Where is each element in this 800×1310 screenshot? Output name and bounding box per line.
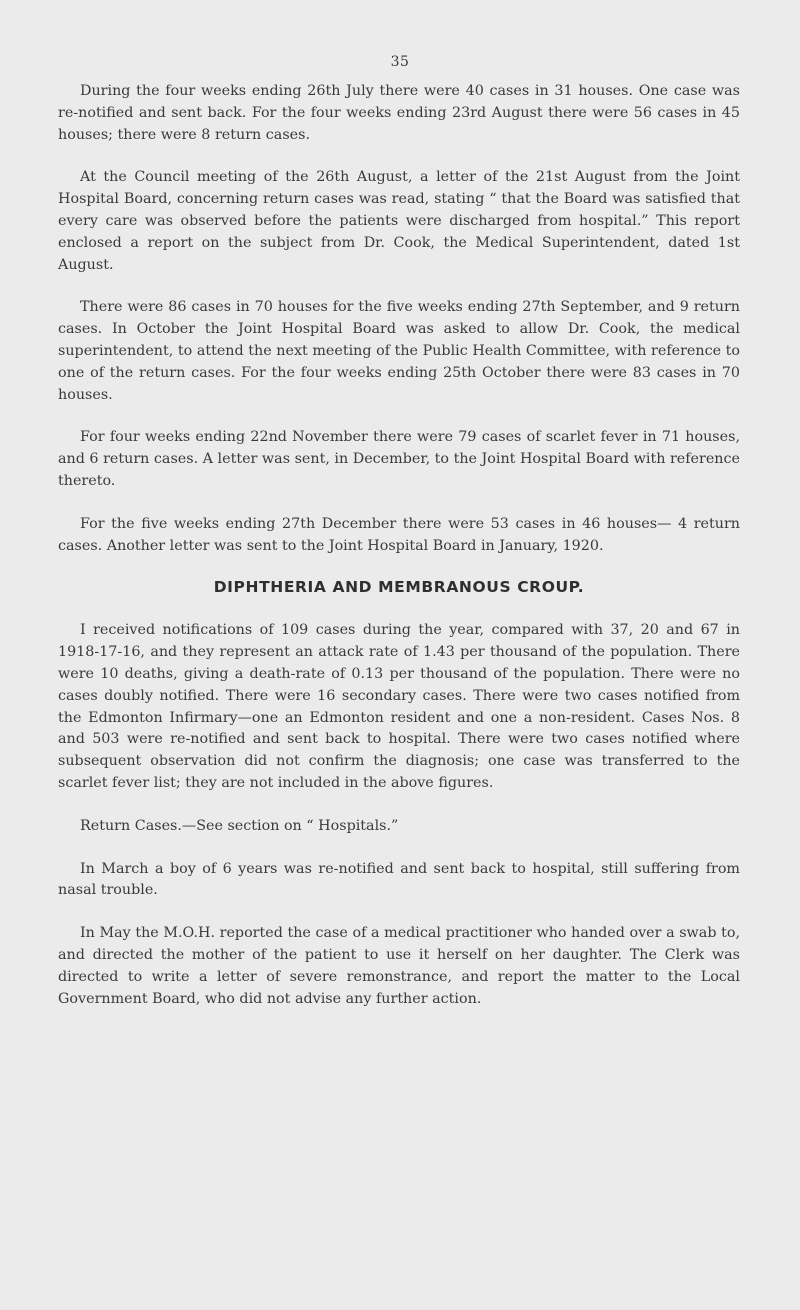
paragraph-march-case: In March a boy of 6 years was re-notified and sent back to hospital, still suffering from nasal trouble. (58, 860, 740, 899)
page-number: 35 (390, 54, 410, 70)
paragraph-december-cases: For the five weeks ending 27th December there were 53 cases in 46 houses— 4 return cases. Another letter was sent to the Joint Hospital Board in January, 1920. (58, 515, 740, 554)
paragraph-return-cases: Return Cases.—See section on “ Hospitals.” (80, 817, 399, 834)
paragraph-july-august-cases: During the four weeks ending 26th July there were 40 cases in 31 houses. One case was re-notified and sent back. For the four weeks ending 23rd August there were 56 cases in 45 houses; there were 8 return cases. (58, 83, 740, 143)
paragraph-may-case: In May the M.O.H. reported the case of a medical practitioner who handed over a swab to, and directed the mother of the patient to use it herself on her daughter. The Clerk was directed to write a letter of severe remonstrance, and report the matter to the Local Government Board, who did not advise any further action. (58, 925, 740, 1007)
paragraph-november-cases: For four weeks ending 22nd November there were 79 cases of scarlet fever in 71 houses, and 6 return cases. A letter was sent, in December, to the Joint Hospital Board with reference thereto. (58, 429, 740, 489)
paragraph-council-meeting: At the Council meeting of the 26th August, a letter of the 21st August from the Joint Hospital Board, concerning return cases was read, stating “ that the Board was satisfied that every care was observed before the patients were discharged from hospital.” This report enclosed a report on the subject from Dr. Cook, the Medical Superintendent, dated 1st August. (58, 169, 740, 273)
paragraph-notifications: I received notifications of 109 cases during the year, compared with 37, 20 and 67 in 1918-17-16, and they represent an attack rate of 1.43 per thousand of the population. There were 10 deaths, giving a death-rate of 0.13 per thousand of the population. There were no cases doubly notified. There were 16 secondary cases. There were two cases notified from the Edmonton Infirmary—one an Edmonton resident and one a non-resident. Cases Nos. 8 and 503 were re-notified and sent back to hospital. There were two cases notified where subsequent observation did not confirm the diagnosis; one case was transferred to the scarlet fever list; they are not included in the above figures. (58, 622, 740, 791)
section-heading-diphtheria: DIPHTHERIA AND MEMBRANOUS CROUP. (213, 578, 585, 597)
page-body (58, 81, 740, 1031)
paragraph-september-october-cases: There were 86 cases in 70 houses for the five weeks ending 27th September, and 9 return cases. In October the Joint Hospital Board was asked to allow Dr. Cook, the medical superintendent, to attend the next meeting of the Public Health Committee, with reference to one of the return cases. For the four weeks ending 25th October there were 83 cases in 70 houses. (58, 299, 740, 403)
